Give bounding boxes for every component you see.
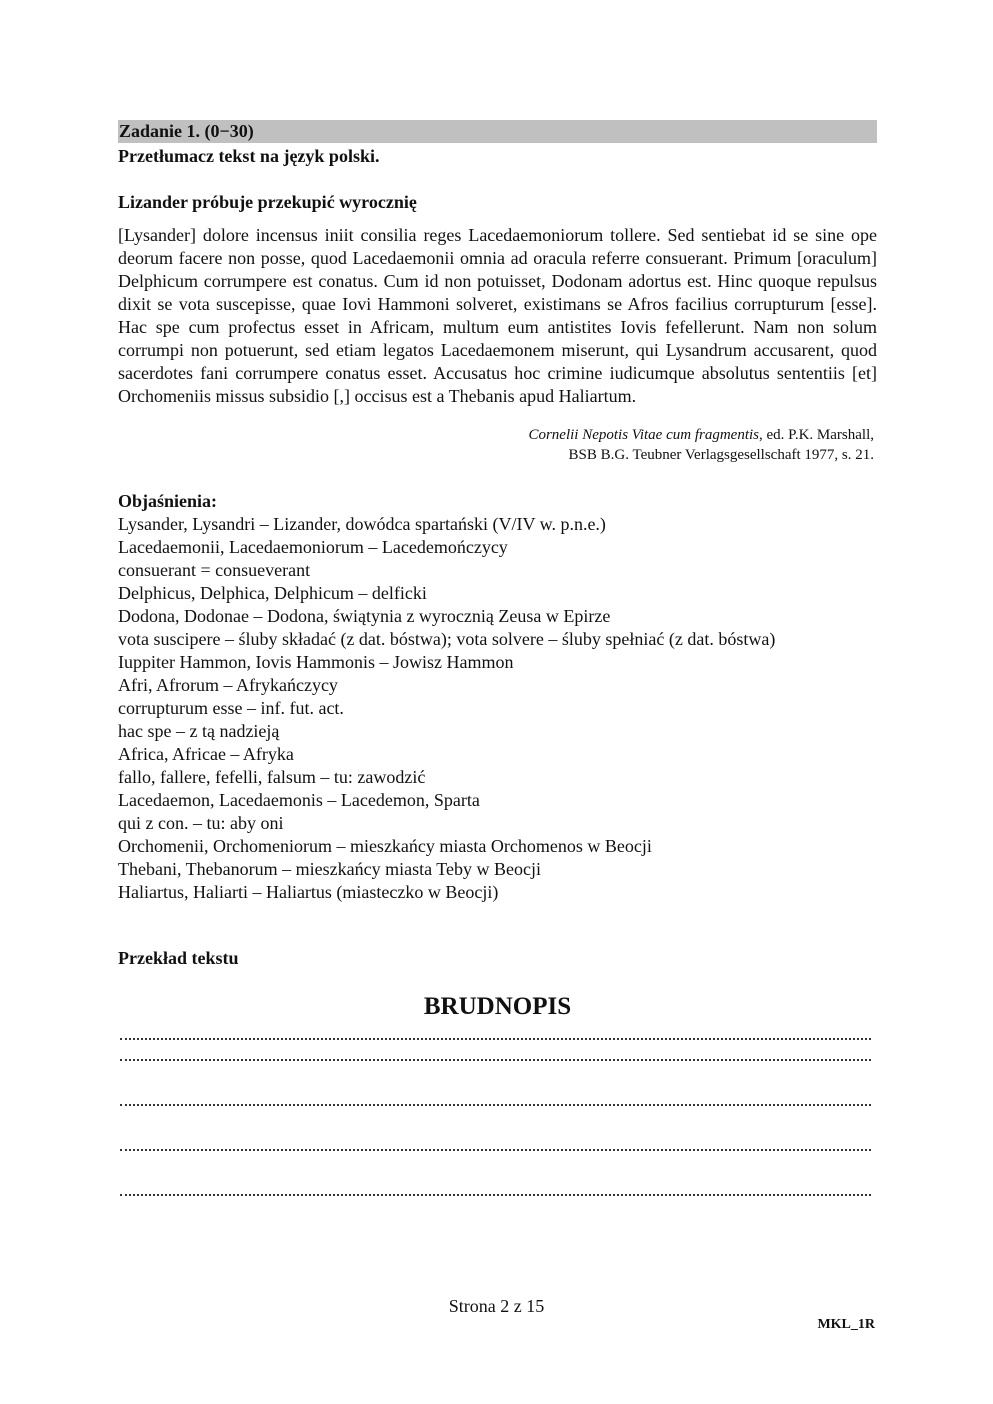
task-header: Zadanie 1. (0−30) [118,120,877,143]
dotted-rule [120,1104,871,1106]
dotted-rule [120,1194,871,1196]
note-item: Delphicus, Delphica, Delphicum – delficki [118,583,427,603]
answer-line[interactable] [118,1091,877,1136]
note-item: Africa, Africae – Afryka [118,744,294,764]
exam-page [118,120,877,1226]
note-item: Lysander, Lysandri – Lizander, dowódca spartański (V/IV w. p.n.e.) [118,514,606,534]
note-item: fallo, fallere, fefelli, falsum – tu: zawodzić [118,767,426,787]
note-item: corrupturum esse – inf. fut. act. [118,698,344,718]
note-item: hac spe – z tą nadzieją [118,721,280,741]
note-item: Lacedaemonii, Lacedaemoniorum – Lacedemończycy [118,537,508,557]
answer-line[interactable] [118,1136,877,1181]
exam-code: MKL_1R [817,1317,875,1332]
note-item: vota suscipere – śluby składać (z dat. bóstwa); vota solvere – śluby spełniać (z dat. bóstwa) [118,629,776,649]
task-instruction: Przetłumacz tekst na język polski. [118,146,380,166]
answer-line[interactable] [118,1181,877,1226]
dotted-rule [120,1149,871,1151]
answer-lines [118,1026,877,1226]
source-line-2: BSB B.G. Teubner Verlagsgesellschaft 1977, s. 21. [568,447,874,463]
note-item: Lacedaemon, Lacedaemonis – Lacedemon, Sparta [118,790,480,810]
source-edition: , ed. P.K. Marshall, [759,427,874,443]
note-item: qui z con. – tu: aby oni [118,813,284,833]
notes-list [118,513,877,904]
note-item: Thebani, Thebanorum – mieszkańcy miasta Teby w Beocji [118,859,541,879]
page-number: Strona 2 z 15 [448,1296,545,1316]
note-item: consuerant = consueverant [118,560,311,580]
source-citation [118,425,877,465]
note-item: Afri, Afrorum – Afrykańczycy [118,675,338,695]
source-title: Cornelii Nepotis Vitae cum fragmentis [528,427,759,443]
dotted-rule [120,1038,871,1040]
latin-text: [Lysander] dolore incensus iniit consilia reges Lacedaemoniorum tollere. Sed sentiebat id se sine ope deorum facere non posse, quod Lacedaemonii omnia ad oracula referre consuerant. Primum [oraculum] Delphicum corrumpere est conatus. Cum id non potuisset, Dodonam adortus est. Hinc quoque repulsus dixit se vota suscepisse, quae Iovi Hammoni solveret, existimans se Afros facilius corrupturum [esse]. Hac spe cum profectus esset in Africam, multum eum antistites Iovis fefellerunt. Nam non solum corrumpi non potuerunt, sed etiam legatos Lacedaemonem miserunt, qui Lysandrum accusarent, quod sacerdotes fani corrumpere conatus esset. Accusatus hoc crimine iudicumque absolutus sententiis [et] Orchomeniis missus subsidio [,] occisus est a Thebanis apud Haliartum. [118,225,877,406]
note-item: Haliartus, Haliarti – Haliartus (miasteczko w Beocji) [118,882,499,902]
draft-label: BRUDNOPIS [423,993,572,1020]
note-item: Dodona, Dodonae – Dodona, świątynia z wyrocznią Zeusa w Epirze [118,606,611,626]
note-item: Orchomenii, Orchomeniorum – mieszkańcy miasta Orchomenos w Beocji [118,836,652,856]
source-line-1 [118,425,874,445]
translation-title: Przekład tekstu [118,948,239,968]
notes-title: Objaśnienia: [118,491,218,511]
note-item: Iuppiter Hammon, Iovis Hammonis – Jowisz Hammon [118,652,514,672]
answer-line[interactable] [118,1026,877,1046]
text-title: Lizander próbuje przekupić wyrocznię [118,192,417,212]
dotted-rule [120,1059,871,1061]
answer-line[interactable] [118,1046,877,1091]
